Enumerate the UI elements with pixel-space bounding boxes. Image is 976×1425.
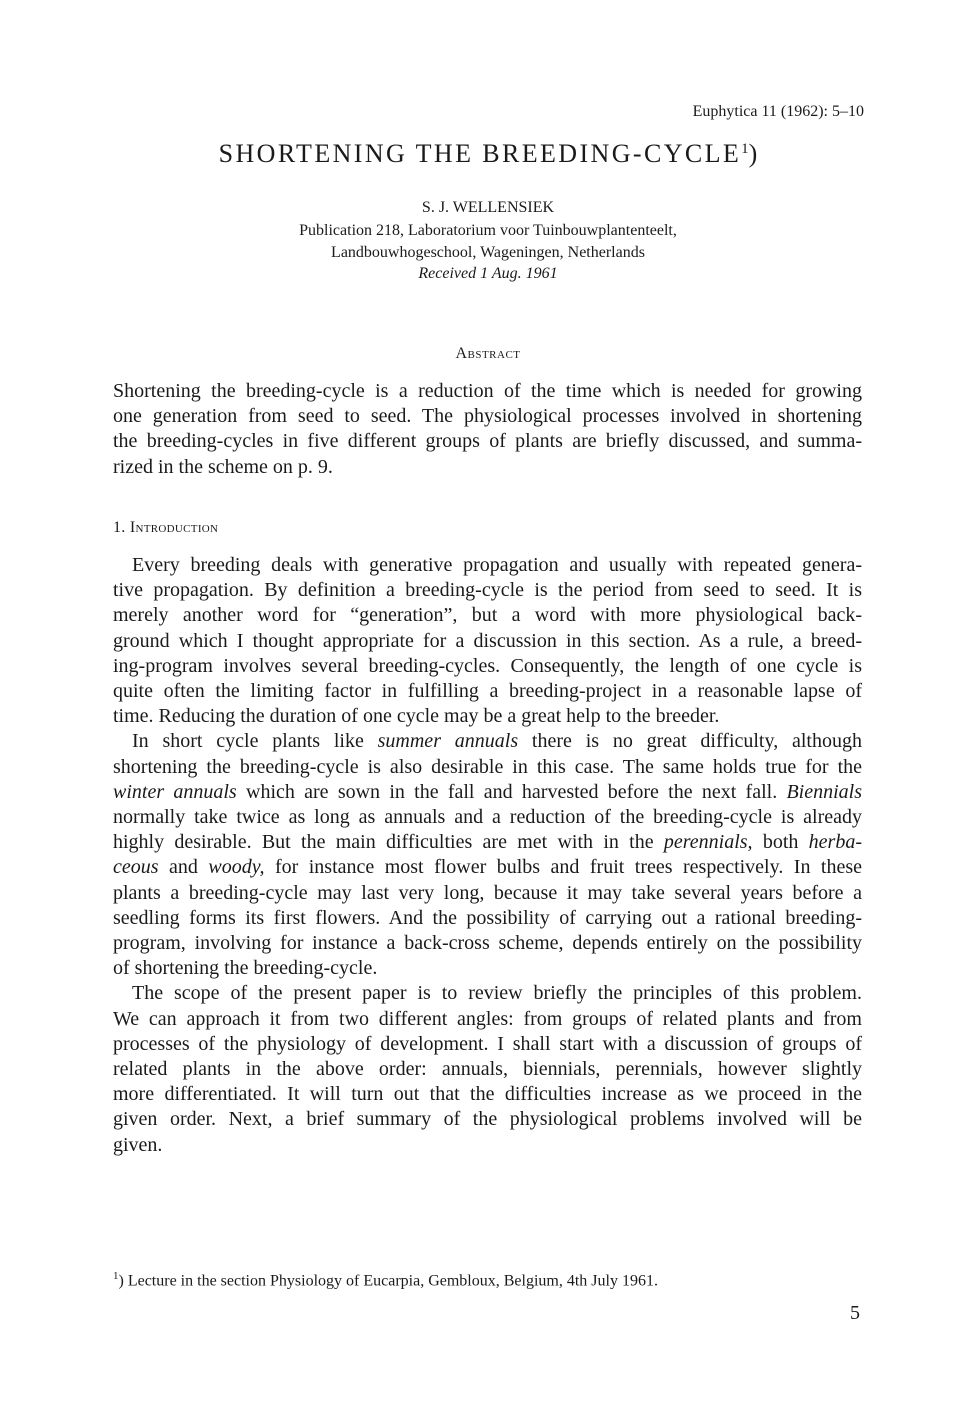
text-line xyxy=(113,830,862,855)
text-line: tive propagation. By definition a breeding-cycle is the period from seed to seed. It is xyxy=(113,579,862,602)
text-line: program, involving for instance a back-cross scheme, depends entirely on the possibility xyxy=(113,931,862,954)
emphasis: ceous xyxy=(113,856,159,879)
text-run: highly desirable. But the main difficulties are met with in the xyxy=(113,831,664,854)
author-name: S. J. WELLENSIEK xyxy=(421,199,555,216)
text-line: seedling forms its first flowers. And the possibility of carrying out a rational breeding- xyxy=(113,906,862,929)
emphasis: summer annuals xyxy=(377,730,519,753)
abstract-line: one generation from seed to seed. The physiological processes involved in shortening xyxy=(113,405,862,428)
text-run: for instance most flower bulbs and fruit trees respectively. In these xyxy=(264,856,862,879)
text-run: and xyxy=(158,856,209,879)
introduction-paragraph-1 xyxy=(113,553,862,729)
abstract-heading: Abstract xyxy=(455,345,521,362)
text-line xyxy=(113,855,862,880)
paper-title-text: SHORTENING THE BREEDING-CYCLE xyxy=(218,139,742,168)
section-heading-introduction: 1. Introduction xyxy=(113,519,219,536)
abstract-line: Shortening the breeding-cycle is a reduction of the time which is needed for growing xyxy=(113,380,862,402)
footnote xyxy=(113,1270,658,1290)
text-line: ground which I thought appropriate for a discussion in this section. As a rule, a breed- xyxy=(113,629,862,652)
text-line xyxy=(113,780,862,805)
text-line: ing-program involves several breeding-cycles. Consequently, the length of one cycle is xyxy=(113,654,862,677)
text-line: related plants in the above order: annuals, biennials, perennials, however slightly xyxy=(113,1057,862,1080)
text-line: shortening the breeding-cycle is also desirable in this case. The same holds true for the xyxy=(113,755,862,778)
text-run: there is no great difficulty, although xyxy=(518,730,862,753)
text-run: which are sown in the fall and harvested before the next fall. xyxy=(236,780,787,803)
page-number: 5 xyxy=(850,1302,860,1324)
text-line: The scope of the present paper is to review briefly the principles of this problem. xyxy=(132,982,862,1005)
text-line: merely another word for “generation”, but a word with more physiological back- xyxy=(113,604,862,627)
abstract-line: the breeding-cycles in five different groups of plants are briefly discussed, and summa- xyxy=(113,430,862,453)
text-line: processes of the physiology of development. I shall start with a discussion of groups of xyxy=(113,1032,862,1055)
text-line xyxy=(113,729,862,754)
affiliation-line: Publication 218, Laboratorium voor Tuinbouwplantenteelt, xyxy=(299,222,677,239)
text-line: given order. Next, a brief summary of the physiological problems involved will be xyxy=(113,1108,862,1131)
text-line: Every breeding deals with generative propagation and usually with repeated genera- xyxy=(132,554,862,576)
paper-title xyxy=(0,139,976,169)
title-footnote-paren: ) xyxy=(748,139,758,168)
emphasis: Biennials xyxy=(786,780,863,803)
received-date: Received 1 Aug. 1961 xyxy=(418,265,558,282)
text-line: quite often the limiting factor in fulfilling a breeding-project in a reasonable lapse of xyxy=(113,679,862,702)
text-line: We can approach it from two different angles: from groups of related plants and from xyxy=(113,1007,862,1030)
affiliation-line: Landbouwhogeschool, Wageningen, Netherlands xyxy=(331,244,645,261)
abstract-line: rized in the scheme on p. 9. xyxy=(113,455,333,478)
text-line: plants a breeding-cycle may last very long, because it may take several years before a xyxy=(113,881,862,904)
affiliation xyxy=(0,220,976,264)
text-run: In short cycle plants like xyxy=(132,730,378,753)
emphasis: woody, xyxy=(208,856,265,879)
footnote-mark: 1 xyxy=(113,1270,119,1282)
text-run: both xyxy=(752,831,809,854)
text-line: of shortening the breeding-cycle. xyxy=(113,957,378,980)
footnote-text: Lecture in the section Physiology of Eucarpia, Gembloux, Belgium, 4th July 1961. xyxy=(123,1272,658,1290)
title-footnote-mark: 1 xyxy=(741,141,749,157)
text-line: normally take twice as long as annuals and a reduction of the breeding-cycle is already xyxy=(113,805,862,828)
text-line: time. Reducing the duration of one cycle may be a great help to the breeder. xyxy=(113,705,720,728)
abstract-body xyxy=(113,379,862,480)
introduction-paragraph-2 xyxy=(113,729,862,981)
emphasis: herba- xyxy=(808,831,862,854)
footnote-mark-paren: ) xyxy=(118,1272,124,1290)
emphasis: winter annuals xyxy=(113,780,237,803)
text-line: more differentiated. It will turn out that the difficulties increase as we proceed in the xyxy=(113,1083,862,1106)
journal-reference: Euphytica 11 (1962): 5–10 xyxy=(692,103,864,120)
introduction-paragraph-3 xyxy=(113,981,862,1157)
text-line: given. xyxy=(113,1133,163,1156)
emphasis: perennials, xyxy=(663,831,753,854)
